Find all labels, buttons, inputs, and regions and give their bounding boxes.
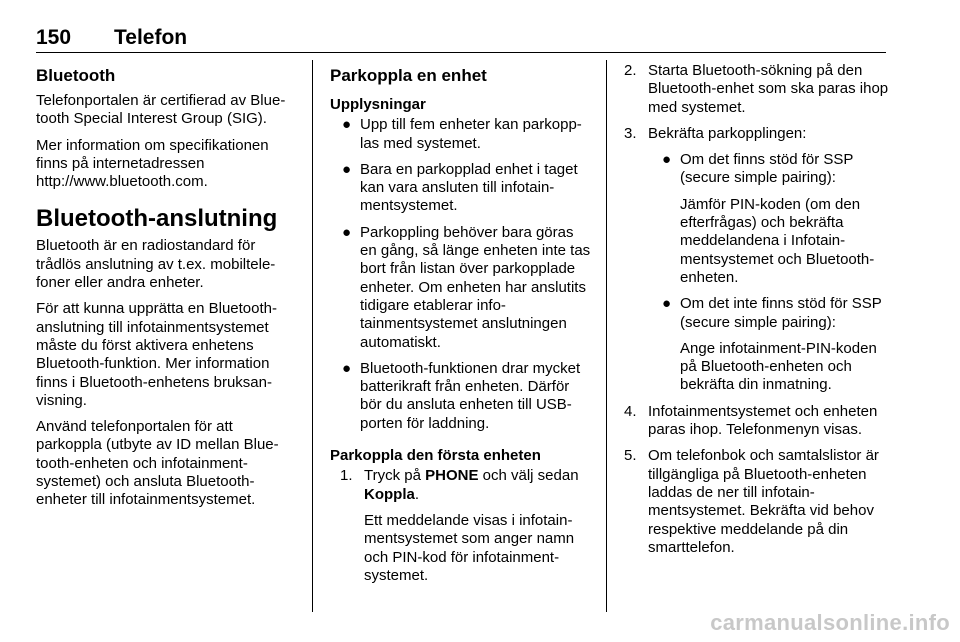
step-text: Om telefonbok och samtalslistor är tillgängliga på Bluetooth-enheten laddas de ner till infotainmentsystemet. Bekräfta vid behov respektive meddelande på din smarttelefon. <box>648 447 879 556</box>
bullet-text: Om det inte finns stöd för SSP (secure simple pairing): <box>680 295 882 331</box>
step-3 <box>624 125 890 143</box>
step-text-part: och välj sedan <box>478 467 579 485</box>
bullet-icon: ● <box>342 359 352 377</box>
heading-parkoppla: Parkoppla en enhet <box>330 66 487 85</box>
paragraph-radiostandard: Bluetooth är en radiostandard för trådlös anslutning av t.ex. mobiltelefoner eller andra enheter. <box>36 237 276 292</box>
step-text <box>364 467 579 502</box>
step-number: 3. <box>624 124 637 142</box>
bullet-icon: ● <box>662 151 672 169</box>
step-number: 1. <box>340 467 353 485</box>
step-number: 2. <box>624 62 637 79</box>
list-item <box>330 224 594 352</box>
bullet-text: Upp till fem enheter kan parkopplas med systemet. <box>360 116 582 152</box>
bullet-text: Om det finns stöd för SSP (secure simple pairing): <box>680 151 854 187</box>
bullet-icon: ● <box>342 160 352 178</box>
sub-paragraph-no-ssp: Ange infotainment-PIN-koden på Bluetooth-enheten och bekräfta din inmatning. <box>680 339 877 394</box>
column-divider-2 <box>606 60 607 612</box>
list-item <box>624 151 890 188</box>
heading-upplysningar: Upplysningar <box>330 96 426 113</box>
bullet-text: Parkoppling behöver bara göras en gång, så länge enheten inte tas bort från listan över parkopplade enheter. Om enheten har anslutits tidigare etablerar infotainmentsystemet anslutningen automatiskt. <box>360 223 591 351</box>
step-number: 5. <box>624 447 637 465</box>
column-middle <box>330 62 594 593</box>
step-5 <box>624 447 890 557</box>
koppla-label: Koppla <box>364 485 415 503</box>
heading-forsta-enheten: Parkoppla den första enheten <box>330 447 541 465</box>
watermark: carmanualsonline.info <box>710 610 950 635</box>
step-2 <box>624 62 890 117</box>
step-number: 4. <box>624 402 637 420</box>
page-title: Telefon <box>114 26 188 49</box>
list-item <box>330 116 594 153</box>
paragraph-more-info: Mer information om specifikationen finns på internetadressen http://www.bluetooth.com. <box>36 136 269 191</box>
column-divider-1 <box>312 60 313 612</box>
column-left <box>36 62 298 518</box>
list-item <box>330 360 594 433</box>
heading-bluetooth-anslutning: Bluetooth-anslutning <box>36 205 278 233</box>
list-item <box>330 161 594 216</box>
phone-key-label: PHONE <box>425 467 479 485</box>
bullet-icon: ● <box>342 116 352 134</box>
bullet-text: Bara en parkopplad enhet i taget kan vara ansluten till infotainmentsystemet. <box>360 160 578 215</box>
bullet-icon: ● <box>662 295 672 313</box>
page-header <box>36 26 886 53</box>
sub-paragraph-ssp: Jämför PIN-koden (om den efterfrågas) och bekräfta meddelandena i Infotainmentsystemet och Bluetooth-enheten. <box>680 195 875 286</box>
step-text-part: . <box>414 485 420 503</box>
bullet-icon: ● <box>342 223 352 241</box>
step-text: Infotainmentsystemet och enheten paras ihop. Telefonmenyn visas. <box>648 402 878 439</box>
step-1-note: Ett meddelande visas i infotainmentsystemet som anger namn och PIN-kod för infotainmentsystemet. <box>364 511 575 584</box>
paragraph-activate: För att kunna upprätta en Bluetooth-anslutning till infotainmentsystemet måste du först aktivera enhetens Bluetooth-funktion. Mer information finns i Bluetooth-enhetens bruksanvisning. <box>36 300 277 409</box>
paragraph-use-portal: Använd telefonportalen för att parkoppla (utbyte av ID mellan Bluetooth-enheten och infotainmentsystemet) och ansluta Bluetooth-enheter till infotainmentsystemet. <box>36 418 279 509</box>
bullet-text: Bluetooth-funktionen drar mycket batterikraft från enheten. Därför bör du ansluta enheten till USB-porten för laddning. <box>360 359 581 432</box>
paragraph-certification: Telefonportalen är certifierad av Bluetooth Special Interest Group (SIG). <box>36 92 286 128</box>
step-1 <box>340 467 594 504</box>
step-text-part: Tryck på <box>364 467 426 485</box>
heading-bluetooth: Bluetooth <box>36 66 116 85</box>
column-right <box>624 62 890 565</box>
step-4 <box>624 403 890 440</box>
page-number: 150 <box>36 26 72 49</box>
step-text: Starta Bluetooth-sökning på den Bluetooth-enhet som ska paras ihop med systemet. <box>648 62 889 116</box>
list-item <box>624 295 890 332</box>
step-text: Bekräfta parkopplingen: <box>648 124 807 142</box>
